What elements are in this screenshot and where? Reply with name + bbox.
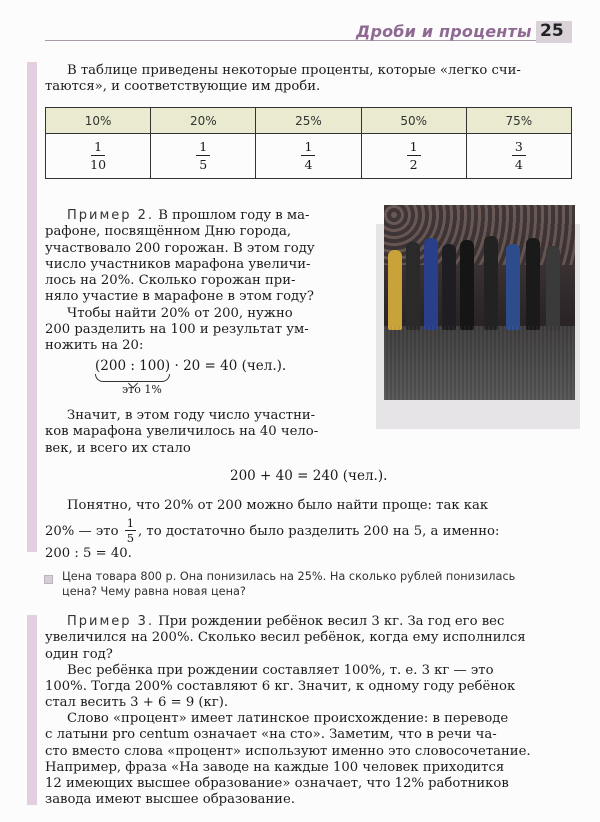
runner-figure (546, 246, 560, 330)
fraction-cell (151, 134, 256, 179)
text: При рождении ребёнок весил 3 кг. За год его вес (158, 614, 505, 629)
text: 20% — это (45, 524, 119, 539)
braced-expression (95, 358, 170, 374)
numerator: 3 (512, 140, 526, 156)
numerator: 1 (301, 140, 315, 156)
denominator: 4 (304, 157, 313, 172)
example-3-line: Вес ребёнка при рождении составляет 100%, т. е. 3 кг — это (67, 662, 494, 678)
example-3-line: увеличился на 200%. Сколько весил ребёнок, когда ему исполнился (45, 630, 526, 646)
percent-cell: 75% (466, 108, 571, 134)
page-number: 25 (540, 21, 564, 41)
fraction-row (46, 134, 572, 179)
example-3-line: стал весить 3 + 6 = 9 (кг). (45, 695, 229, 711)
runner-figure (406, 242, 420, 330)
underbrace-icon (95, 374, 170, 382)
task-line: цена? Чему равна новая цена? (62, 584, 246, 598)
runner-figure (526, 238, 540, 330)
example-3-paragraph (45, 614, 572, 712)
example-3-line: один год? (45, 646, 113, 662)
word-origin-paragraph (45, 711, 572, 809)
numerator: 1 (196, 140, 210, 156)
example-2-line: Чтобы найти 20% от 200, нужно (67, 305, 293, 321)
runner-figure (484, 236, 498, 330)
numerator: 1 (91, 140, 105, 156)
example-2-line: ножить на 20: (45, 338, 144, 354)
formula-1 (95, 358, 286, 374)
conclusion-line: век, и всего их стало (45, 440, 191, 456)
simpler-line: Понятно, что 20% от 200 можно было найти проще: так как (67, 498, 489, 513)
example-3-line (45, 614, 572, 630)
example-2-line (45, 208, 357, 224)
conclusion-line: ков марафона увеличилось на 40 чело- (45, 424, 319, 440)
margin-bar-2 (27, 615, 37, 805)
denominator: 2 (409, 157, 418, 172)
intro-line: В таблице приведены некоторые проценты, которые «легко счи- (67, 63, 521, 78)
formula-rest: · 20 = 40 (чел.). (170, 358, 287, 374)
denominator: 5 (199, 157, 208, 172)
percent-row (46, 108, 572, 134)
runner-figure (424, 238, 438, 330)
numerator: 1 (126, 516, 135, 530)
word-note-line: сто вместо слова «процент» используют именно это словосочетание. (45, 743, 531, 759)
word-note-line: Слово «процент» имеет латинское происхождение: в переводе (67, 711, 509, 726)
example-2-paragraph (45, 208, 357, 355)
runner-figure (388, 250, 402, 330)
example-3-label: Пример 3. (67, 614, 155, 629)
fraction-cell (46, 134, 151, 179)
percent-cell: 50% (361, 108, 466, 134)
denominator: 10 (90, 157, 107, 172)
example-3-line: 100%. Тогда 200% составляют 6 кг. Значит, к одному году ребёнок (45, 679, 516, 695)
example-2-line: няло участие в марафоне в этом году? (45, 289, 314, 305)
example-2-conclusion (45, 408, 357, 457)
square-bullet-icon (44, 575, 53, 584)
simpler-method-paragraph (45, 494, 572, 563)
percent-cell: 25% (256, 108, 361, 134)
example-2-line: лось на 20%. Сколько горожан при- (45, 273, 296, 289)
fraction-cell (361, 134, 466, 179)
brace-note: это 1% (122, 383, 162, 396)
numerator: 1 (407, 140, 421, 156)
inline-fraction (125, 517, 136, 544)
denominator: 5 (126, 531, 135, 545)
runner-figure (442, 244, 456, 330)
percent-cell: 10% (46, 108, 151, 134)
example-2-line: число участников марафона увеличи- (45, 256, 311, 272)
fraction-cell (466, 134, 571, 179)
intro-paragraph (45, 63, 572, 96)
formula-2: 200 + 40 = 240 (чел.). (230, 468, 388, 484)
simpler-line: 200 : 5 = 40. (45, 546, 132, 561)
road-texture (384, 326, 575, 400)
word-note-line: 12 имеющих высшее образование» означает, что 12% работников (45, 776, 509, 792)
chapter-title: Дроби и проценты (356, 22, 532, 41)
margin-bar-1 (27, 62, 37, 552)
simpler-line (45, 518, 572, 545)
example-2-line: 200 разделить на 100 и результат ум- (45, 322, 309, 338)
percent-fraction-table (45, 107, 572, 179)
denominator: 4 (514, 157, 523, 172)
task-text (62, 570, 577, 599)
text: , то достаточно было разделить 200 на 5, а именно: (138, 524, 500, 539)
runner-figure (506, 244, 520, 330)
braced-text: (200 : 100) (95, 358, 171, 374)
word-note-line: Например, фраза «На заводе на каждые 100 человек приходится (45, 759, 505, 775)
example-2-line: рафоне, посвящённом Дню города, (45, 224, 292, 240)
word-note-line: завода имеют высшее образование. (45, 792, 295, 808)
text: В прошлом году в ма- (158, 208, 310, 223)
intro-line: таются», и соответствующие им дроби. (45, 79, 321, 95)
word-note-line: с латыни pro centum означает «на сто». Заметим, что в речи ча- (45, 727, 497, 743)
marathon-runners-photo (384, 205, 575, 400)
runner-figure (460, 240, 474, 330)
percent-cell: 20% (151, 108, 256, 134)
example-2-line: участвовало 200 горожан. В этом году (45, 240, 315, 256)
conclusion-line: Значит, в этом году число участни- (67, 408, 316, 423)
fraction-cell (256, 134, 361, 179)
example-2-label: Пример 2. (67, 208, 155, 223)
task-line: Цена товара 800 р. Она понизилась на 25%. На сколько рублей понизилась (62, 570, 516, 583)
